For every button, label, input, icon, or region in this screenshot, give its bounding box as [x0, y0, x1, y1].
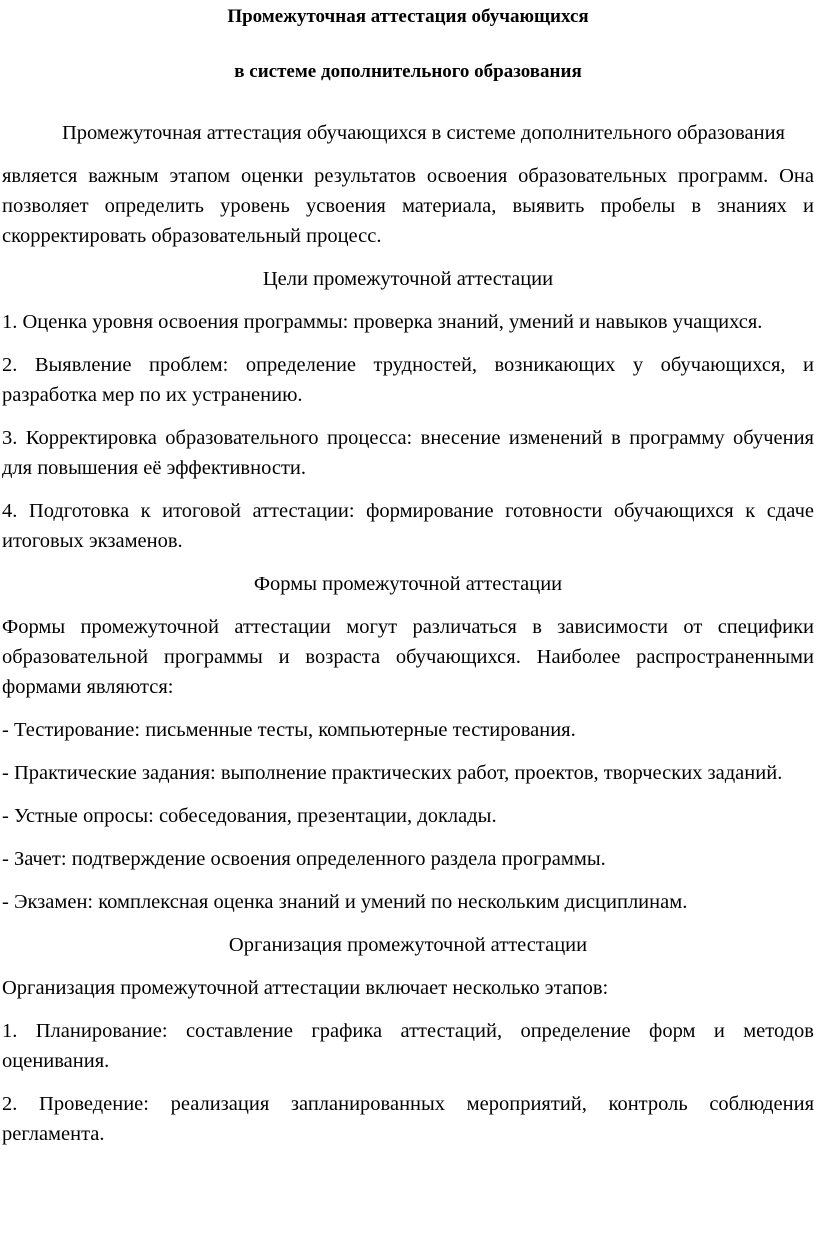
goals-heading: Цели промежуточной аттестации: [262, 268, 554, 290]
form-item: - Устные опросы: собеседования, презентации, доклады.: [2, 805, 497, 827]
forms-intro: Формы промежуточной аттестации могут различаться в зависимости от специфики образовательной программы и возраста обучающихся. Наиболее распространенными формами являются:: [2, 616, 814, 698]
intro-line: Промежуточная аттестация обучающихся в системе дополнительного образования: [62, 122, 785, 144]
document-title-line-2: в системе дополнительного образования: [234, 61, 582, 82]
document-title-line-1: Промежуточная аттестация обучающихся: [227, 6, 589, 27]
organization-heading: Организация промежуточной аттестации: [228, 934, 588, 956]
organization-intro: Организация промежуточной аттестации включает несколько этапов:: [2, 977, 609, 999]
form-item: - Зачет: подтверждение освоения определенного раздела программы.: [2, 848, 606, 870]
organization-item: 2. Проведение: реализация запланированных мероприятий, контроль соблюдения регламента.: [2, 1093, 814, 1145]
form-item: - Экзамен: комплексная оценка знаний и умений по нескольким дисциплинам.: [2, 891, 688, 913]
goal-item: 4. Подготовка к итоговой аттестации: формирование готовности обучающихся к сдаче итоговых экзаменов.: [2, 500, 814, 552]
organization-item: 1. Планирование: составление графика аттестаций, определение форм и методов оценивания.: [2, 1020, 814, 1072]
intro-paragraph: является важным этапом оценки результатов освоения образовательных программ. Она позволяет определить уровень усвоения материала, выявить пробелы в знаниях и скорректировать образовательный процесс.: [2, 165, 814, 247]
forms-heading: Формы промежуточной аттестации: [253, 573, 563, 595]
form-item: - Тестирование: письменные тесты, компьютерные тестирования.: [2, 719, 576, 741]
goal-item: 3. Корректировка образовательного процесса: внесение изменений в программу обучения для повышения её эффективности.: [2, 427, 814, 479]
form-item: - Практические задания: выполнение практических работ, проектов, творческих заданий.: [2, 762, 783, 784]
goal-item: 2. Выявление проблем: определение трудностей, возникающих у обучающихся, и разработка мер по их устранению.: [2, 354, 814, 406]
goal-item: 1. Оценка уровня освоения программы: проверка знаний, умений и навыков учащихся.: [2, 311, 763, 333]
